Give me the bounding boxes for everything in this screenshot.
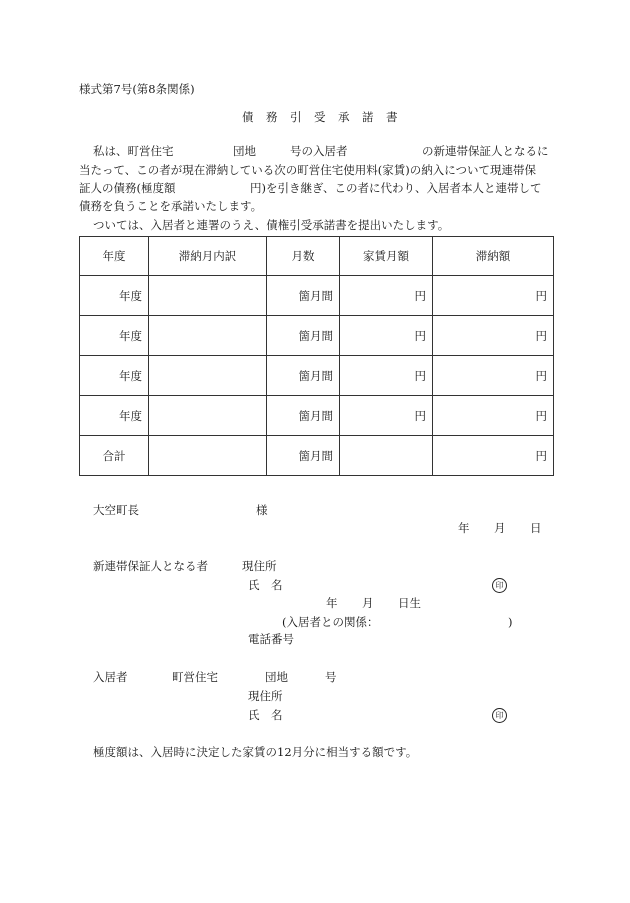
tenant-name-label: 氏 名 (248, 708, 283, 722)
relation-open: (入居者との関係： (282, 615, 379, 629)
cell-year[interactable]: 年度 (80, 316, 149, 356)
cell-months-detail[interactable] (149, 356, 267, 396)
title-char: 受 (314, 110, 326, 124)
addressee-town: 大空町長 (93, 503, 139, 517)
body-text: 証人の債務(極度額 (79, 181, 176, 195)
cell-year[interactable]: 年度 (80, 396, 149, 436)
guarantor-address-label: 現住所 (242, 559, 277, 573)
tenant-address-label: 現住所 (248, 689, 283, 703)
cell-months-detail[interactable] (149, 396, 267, 436)
cell-arrears[interactable]: 円 (433, 436, 554, 476)
table-row (80, 316, 554, 356)
birth-day-label: 日生 (398, 596, 421, 610)
body-text: 号の入居者 (290, 144, 348, 158)
col-header-year: 年度 (80, 237, 149, 276)
cell-total-label: 合計 (80, 436, 149, 476)
tenant-housing: 町営住宅 (172, 670, 218, 684)
col-header-months-detail: 滞納月内訳 (149, 237, 267, 276)
guarantor-name-label: 氏 名 (248, 578, 283, 592)
tenant-number: 号 (325, 670, 337, 684)
seal-mark-icon: 印 (492, 708, 507, 723)
cell-monthly-rent[interactable]: 円 (340, 356, 433, 396)
title-char: 書 (386, 110, 398, 124)
body-text: 円)を引き継ぎ、この者に代わり、入居者本人と連帯して (250, 181, 542, 195)
cell-arrears[interactable]: 円 (433, 276, 554, 316)
birth-month-label: 月 (362, 596, 374, 610)
table-total-row (80, 436, 554, 476)
tenant-danchi: 団地 (265, 670, 288, 684)
cell-month-count[interactable]: 箇月間 (267, 276, 340, 316)
cell-arrears[interactable]: 円 (433, 316, 554, 356)
table-header-row (80, 237, 554, 276)
addressee-honorific: 様 (256, 503, 268, 517)
guarantor-phone-label: 電話番号 (248, 632, 294, 646)
body-text: ついては、入居者と連署のうえ、債権引受承諾書を提出いたします。 (93, 218, 450, 232)
col-header-monthly-rent: 家賃月額 (340, 237, 433, 276)
tenant-label: 入居者 (93, 670, 128, 684)
table-row (80, 276, 554, 316)
form-label: 様式第7号(第8条関係) (79, 82, 195, 96)
body-text: 債務を負うことを承諾いたします。 (79, 199, 263, 213)
title-char: 債 (242, 110, 254, 124)
cell-arrears[interactable]: 円 (433, 396, 554, 436)
cell-year[interactable]: 年度 (80, 276, 149, 316)
table-row (80, 356, 554, 396)
cell-month-count[interactable]: 箇月間 (267, 316, 340, 356)
title-char: 承 (338, 110, 350, 124)
table-row (80, 396, 554, 436)
col-header-month-count: 月数 (267, 237, 340, 276)
title-char: 引 (290, 110, 302, 124)
cell-monthly-rent[interactable]: 円 (340, 276, 433, 316)
cell-months-detail[interactable] (149, 276, 267, 316)
date-day-label: 日 (530, 521, 542, 535)
title-char: 務 (266, 110, 278, 124)
cell-monthly-rent (340, 436, 433, 476)
body-text: 当たって、この者が現在滞納している次の町営住宅使用料(家賃)の納入について現連帯保 (79, 163, 537, 177)
cell-months-detail[interactable] (149, 436, 267, 476)
col-header-arrears: 滞納額 (433, 237, 554, 276)
cell-year[interactable]: 年度 (80, 356, 149, 396)
cell-arrears[interactable]: 円 (433, 356, 554, 396)
body-text: 私は、町営住宅 (93, 144, 174, 158)
body-text: 団地 (233, 144, 256, 158)
birth-year-label: 年 (326, 596, 338, 610)
date-month-label: 月 (494, 521, 506, 535)
date-year-label: 年 (458, 521, 470, 535)
arrears-table (79, 236, 554, 476)
title-char: 諾 (362, 110, 374, 124)
body-text: の新連帯保証人となるに (422, 144, 549, 158)
cell-monthly-rent[interactable]: 円 (340, 316, 433, 356)
cell-month-count[interactable]: 箇月間 (267, 356, 340, 396)
footnote: 極度額は、入居時に決定した家賃の12月分に相当する額です。 (93, 745, 418, 759)
cell-month-count[interactable]: 箇月間 (267, 396, 340, 436)
seal-mark-icon: 印 (492, 578, 507, 593)
relation-close: ) (508, 615, 513, 629)
cell-month-count[interactable]: 箇月間 (267, 436, 340, 476)
guarantor-label: 新連帯保証人となる者 (93, 559, 208, 573)
cell-months-detail[interactable] (149, 316, 267, 356)
cell-monthly-rent[interactable]: 円 (340, 396, 433, 436)
